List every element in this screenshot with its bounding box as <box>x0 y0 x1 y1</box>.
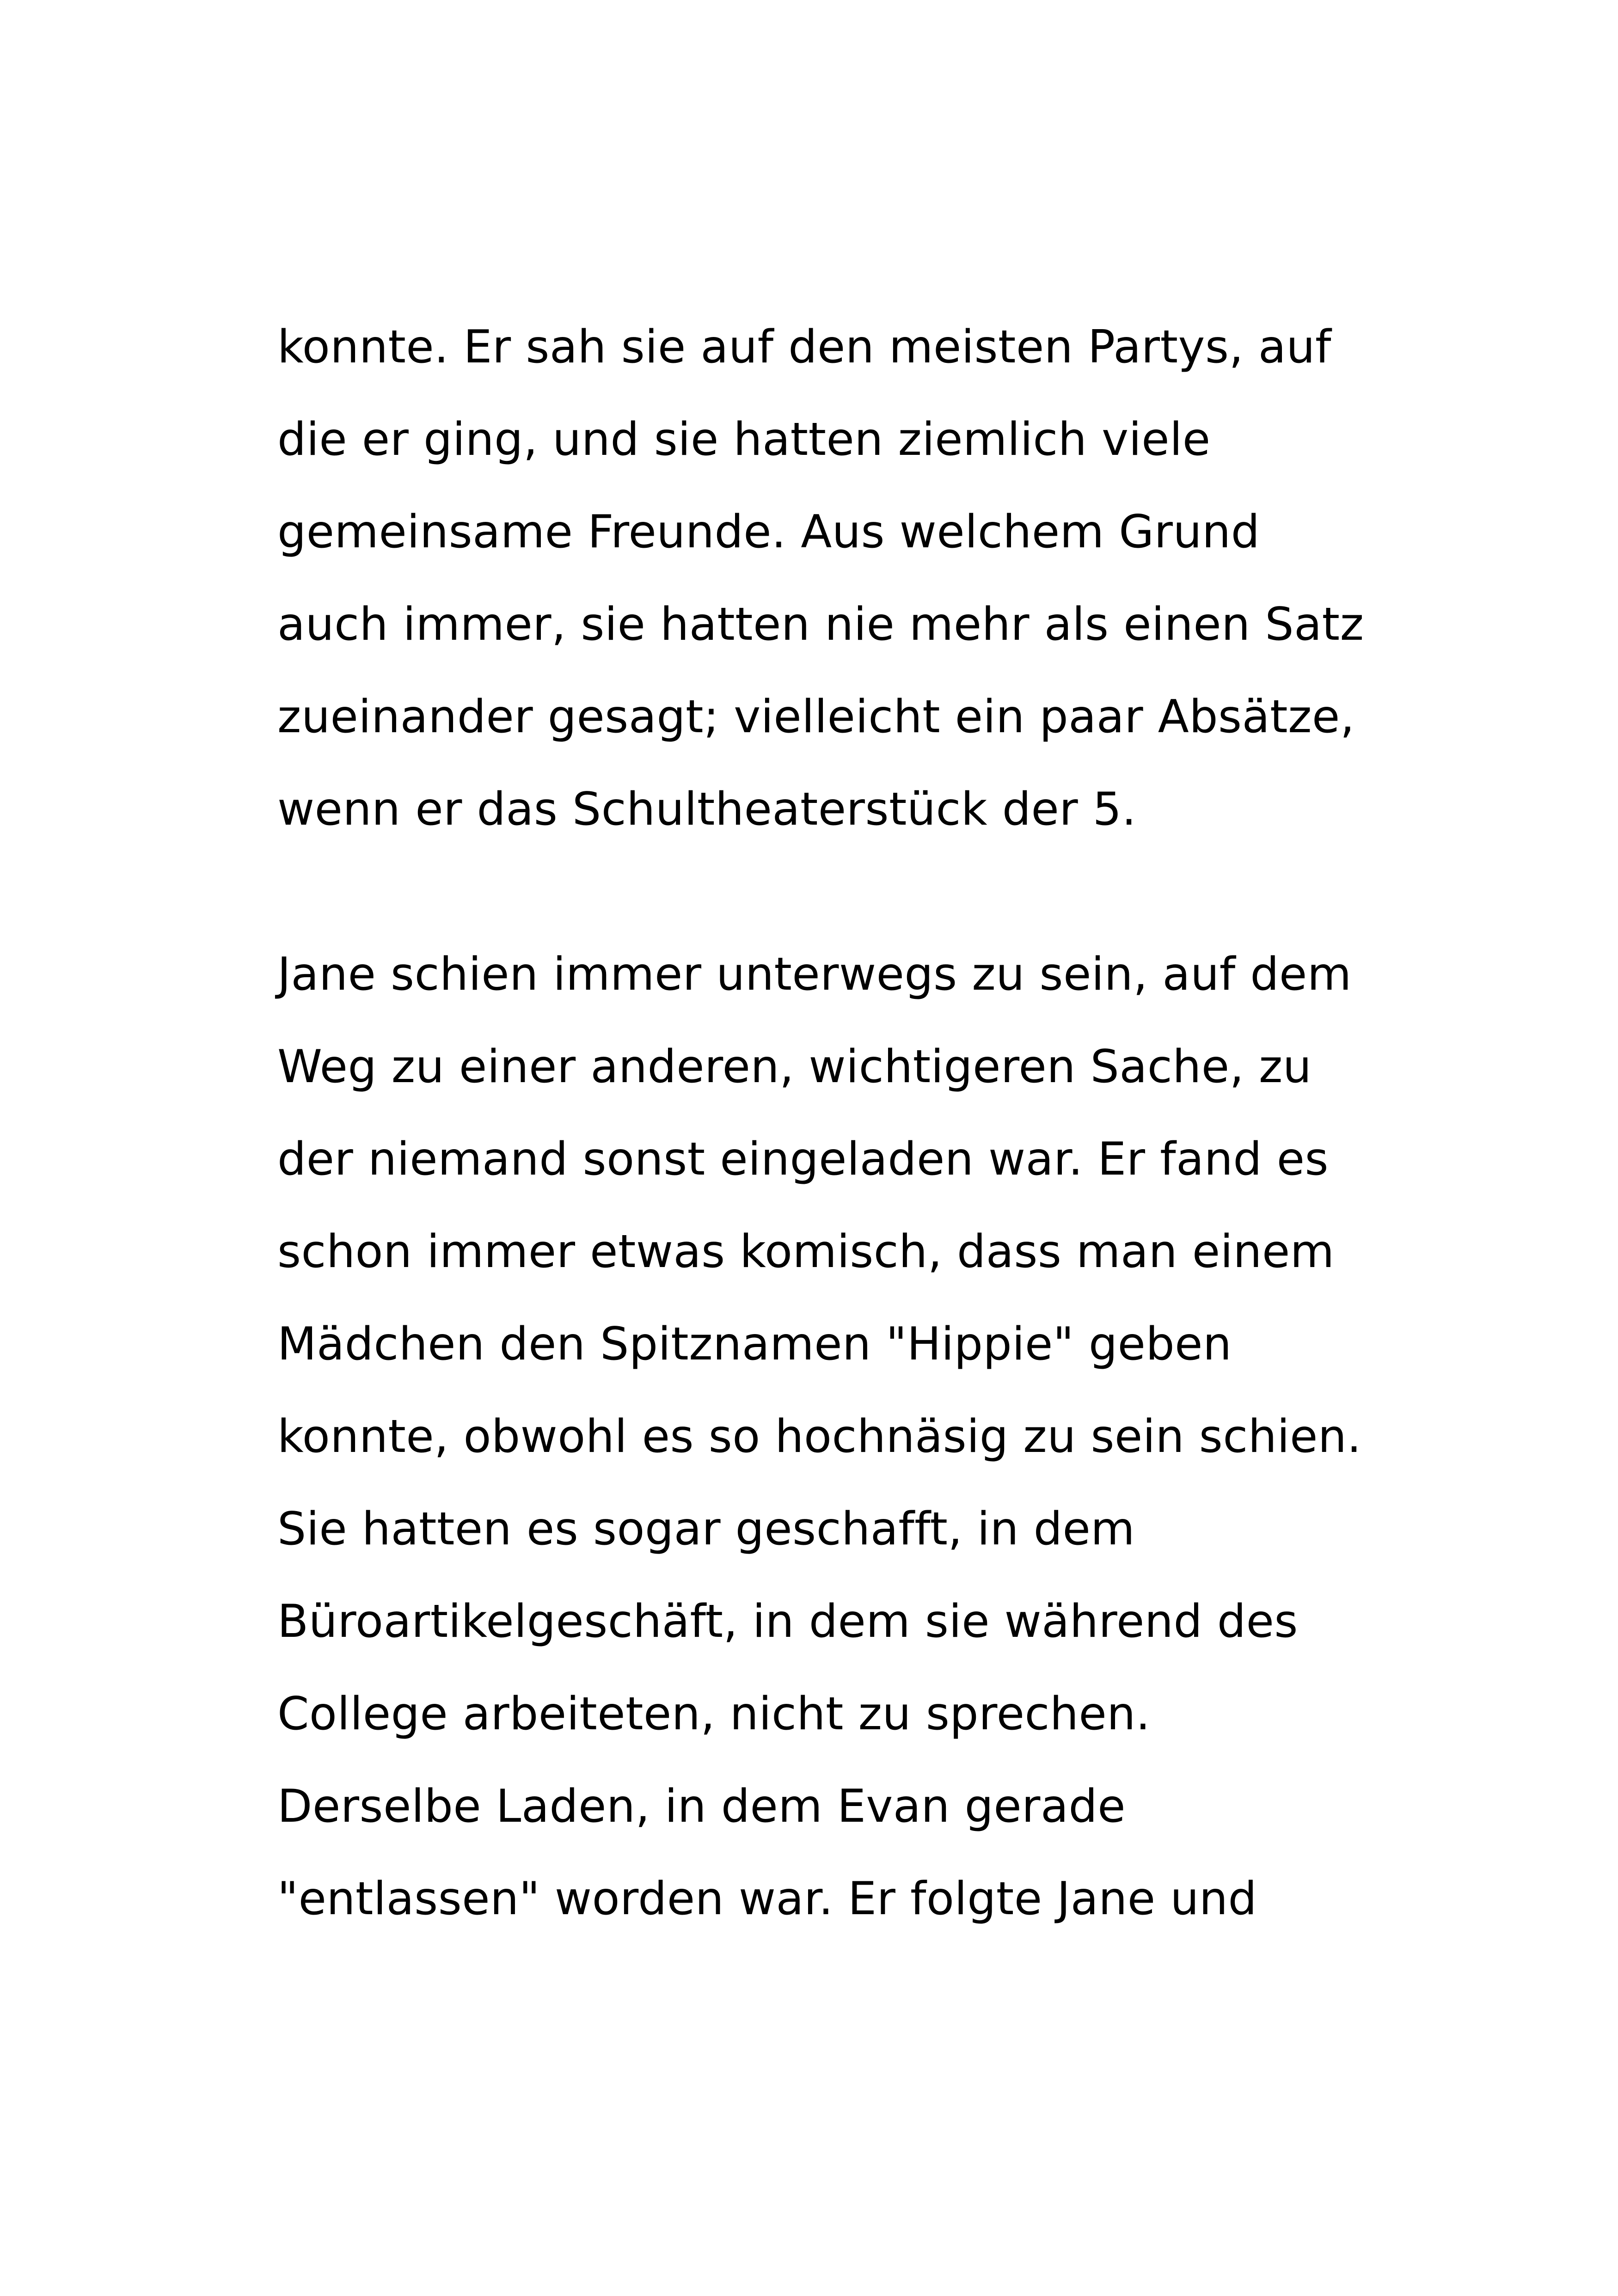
text-line: konnte. Er sah sie auf den meisten Partys, auf <box>277 321 1332 373</box>
text-line: der niemand sonst eingeladen war. Er fand es <box>277 1133 1329 1186</box>
text-line: schon immer etwas komisch, dass man einem <box>277 1225 1335 1278</box>
text-line: Mädchen den Spitznamen "Hippie" geben <box>277 1318 1232 1371</box>
text-line: "entlassen" worden war. Er folgte Jane und <box>277 1873 1257 1925</box>
paragraph-1 <box>277 301 1387 856</box>
text-line: konnte, obwohl es so hochnäsig zu sein schien. <box>277 1410 1362 1463</box>
paragraph-2 <box>277 928 1387 1945</box>
text-line: die er ging, und sie hatten ziemlich viele <box>277 413 1211 466</box>
text-line: Jane schien immer unterwegs zu sein, auf dem <box>277 948 1352 1001</box>
text-line: Sie hatten es sogar geschafft, in dem <box>277 1503 1135 1555</box>
text-line: Derselbe Laden, in dem Evan gerade <box>277 1780 1126 1833</box>
text-line: auch immer, sie hatten nie mehr als einen Satz <box>277 598 1364 651</box>
text-line: zueinander gesagt; vielleicht ein paar Absätze, <box>277 691 1355 743</box>
text-line: College arbeiteten, nicht zu sprechen. <box>277 1688 1151 1740</box>
text-line: wenn er das Schultheaterstück der 5. <box>277 783 1137 836</box>
text-line: Weg zu einer anderen, wichtigeren Sache, zu <box>277 1041 1312 1093</box>
text-line: Büroartikelgeschäft, in dem sie während des <box>277 1595 1298 1648</box>
text-line: gemeinsame Freunde. Aus welchem Grund <box>277 506 1260 558</box>
